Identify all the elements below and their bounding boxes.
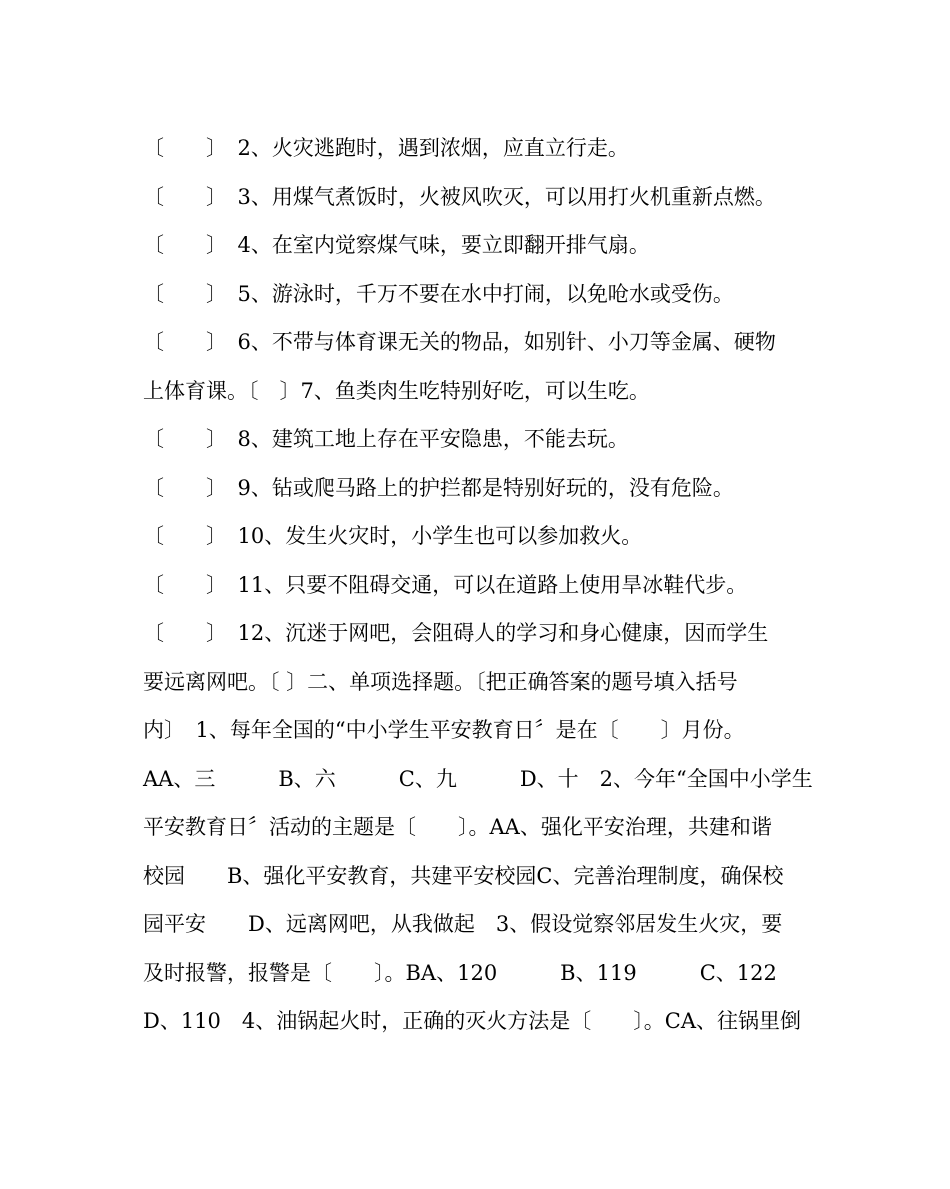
text-line: D、110 4、油锅起火时，正确的灭火方法是〔 〕。CA、往锅里倒 bbox=[143, 1009, 802, 1033]
text-line: 〔 〕 4、在室内觉察煤气味，要立即翻开排气扇。 bbox=[143, 233, 650, 257]
text-line: 园平安 D、远离网吧，从我做起 3、假设觉察邻居发生火灾，要 bbox=[143, 912, 783, 936]
text-line: 〔 〕 6、不带与体育课无关的物品，如别针、小刀等金属、硬物 bbox=[143, 330, 776, 354]
text-line: 平安教育日〞活动的主题是〔 〕。AA、强化平安治理，共建和谐 bbox=[143, 815, 772, 839]
text-line: 〔 〕 9、钻或爬马路上的护拦都是特别好玩的，没有危险。 bbox=[143, 475, 734, 500]
text-line: 〔 〕 8、建筑工地上存在平安隐患，不能去玩。 bbox=[143, 427, 629, 451]
text-line: 〔 〕 5、游泳时，千万不要在水中打闹，以免呛水或受伤。 bbox=[143, 281, 734, 306]
text-line: 〔 〕 10、发生火灾时，小学生也可以参加救火。 bbox=[143, 524, 643, 548]
text-line: 要远离网吧。〔 〕二、单项选择题。〔把正确答案的题号填入括号 bbox=[143, 669, 738, 694]
text-line: 〔 〕 3、用煤气煮饭时，火被风吹灭，可以用打火机重新点燃。 bbox=[143, 184, 776, 209]
text-line: 及时报警，报警是〔 〕。BA、120 B、119 C、122 bbox=[143, 960, 777, 985]
text-line: 〔 〕 12、沉迷于网吧，会阻碍人的学习和身心健康，因而学生 bbox=[143, 621, 769, 645]
text-line: 内〕 1、每年全国的“中小学生平安教育日〞是在〔 〕月份。 bbox=[143, 718, 745, 742]
text-line: 〔 〕 11、只要不阻碍交通，可以在道路上使用旱冰鞋代步。 bbox=[143, 572, 748, 597]
text-line: 〔 〕 2、火灾逃跑时，遇到浓烟，应直立行走。 bbox=[143, 136, 629, 160]
text-line: AA、三 B、六 C、九 D、十 2、今年“全国中小学生 bbox=[143, 766, 813, 791]
text-line: 校园 B、强化平安教育，共建平安校园C、完善治理制度，确保校 bbox=[143, 863, 784, 888]
text-line: 上体育课。〔 〕7、鱼类肉生吃特别好吃，可以生吃。 bbox=[143, 378, 650, 403]
document-body bbox=[143, 124, 823, 1046]
